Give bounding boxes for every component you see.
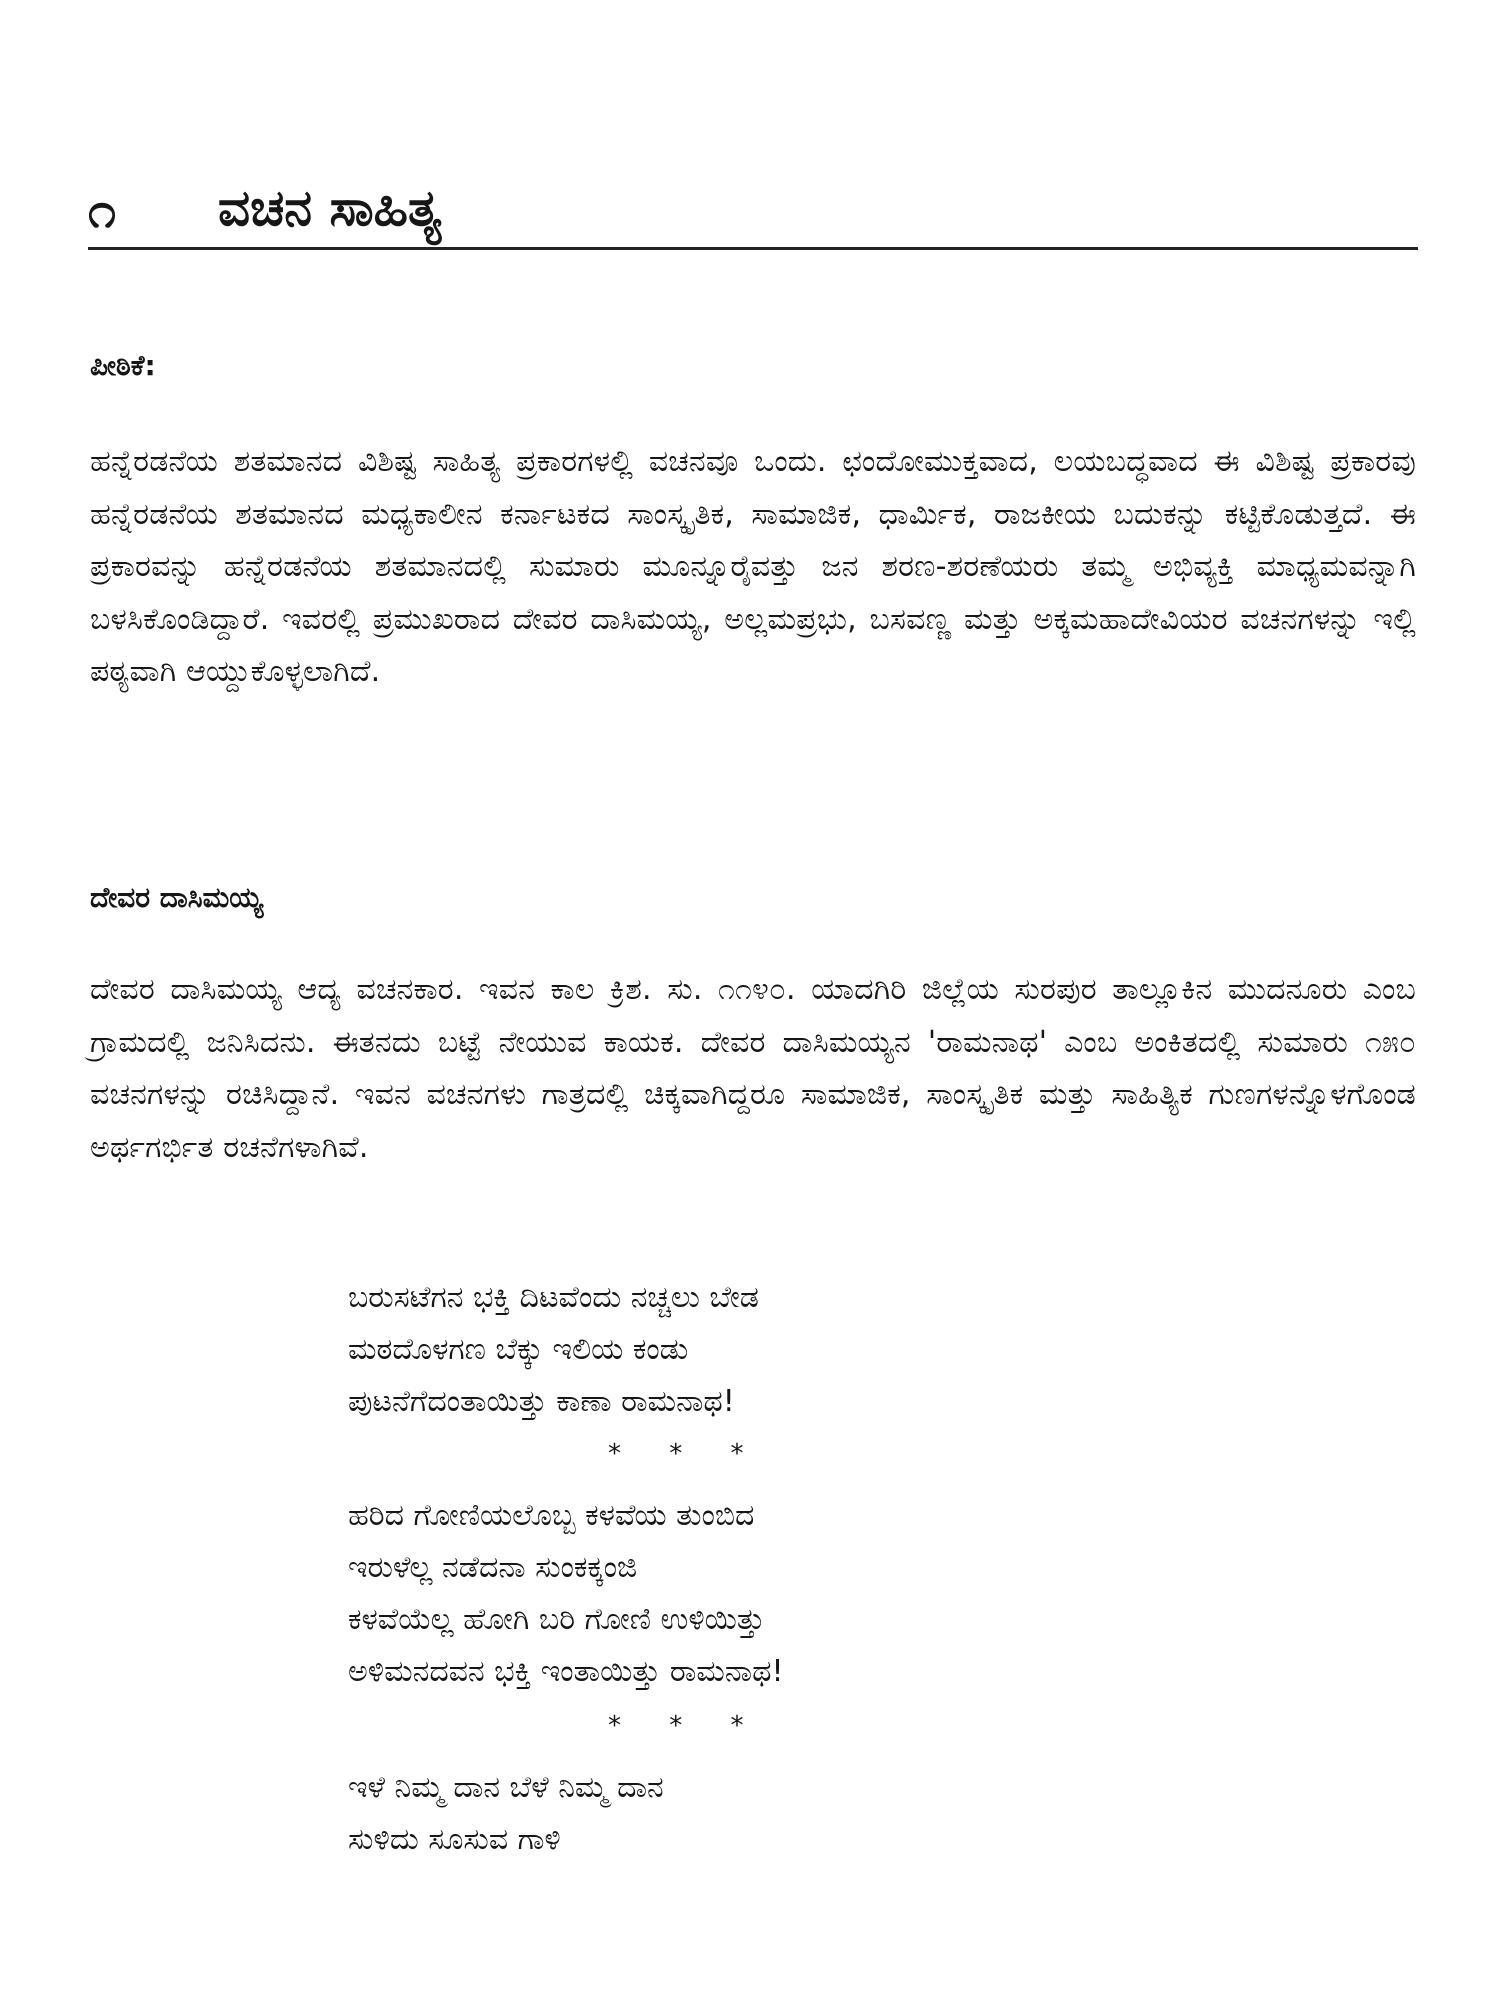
vachana-poem-2 — [348, 1490, 1148, 1698]
devara-dasimayya-paragraph: ದೇವರ ದಾಸಿಮಯ್ಯ ಆದ್ಯ ವಚನಕಾರ. ಇವನ ಕಾಲ ಕ್ರಿಶ. ಸು. ೧೧೪೦. ಯಾದಗಿರಿ ಜಿಲ್ಲೆಯ ಸುರಪುರ ತಾಲ್ಲೂಕಿನ ಮುದನೂರು ಎಂಬ ಗ್ರಾಮದಲ್ಲಿ ಜನಿಸಿದನು. ಈತನದು ಬಟ್ಟೆ ನೇಯುವ ಕಾಯಕ. ದೇವರ ದಾಸಿಮಯ್ಯನ 'ರಾಮನಾಥ' ಎಂಬ ಅಂಕಿತದಲ್ಲಿ ಸುಮಾರು ೧೫೦ ವಚನಗಳನ್ನು ರಚಿಸಿದ್ದಾನೆ. ಇವನ ವಚನಗಳು ಗಾತ್ರದಲ್ಲಿ ಚಿಕ್ಕವಾಗಿದ್ದರೂ ಸಾಮಾಜಿಕ, ಸಾಂಸ್ಕೃತಿಕ ಮತ್ತು ಸಾಹಿತ್ಯಿಕ ಗುಣಗಳನ್ನೊಳಗೊಂಡ ಅರ್ಥಗರ್ಭಿತ ರಚನೆಗಳಾಗಿವೆ. — [90, 972, 1416, 1165]
section-heading-devara-dasimayya: ದೇವರ ದಾಸಿಮಯ್ಯ — [90, 881, 264, 914]
poem-separator — [348, 1700, 1148, 1752]
poem-line: ಮಠದೊಳಗಣ ಬೆಕ್ಕು ಇಲಿಯ ಕಂಡು — [348, 1332, 689, 1367]
vachana-poem-1 — [348, 1272, 1148, 1428]
poem-line: ಹರಿದ ಗೋಣಿಯಲೊಬ್ಬ ಕಳವೆಯ ತುಂಬಿದ — [348, 1498, 755, 1533]
poem-line: ಸುಳಿದು ಸೂಸುವ ಗಾಳಿ — [348, 1822, 561, 1857]
poem-separator — [348, 1428, 1148, 1480]
chapter-number: ೧ — [88, 181, 116, 239]
intro-paragraph: ಹನ್ನೆರಡನೆಯ ಶತಮಾನದ ವಿಶಿಷ್ಟ ಸಾಹಿತ್ಯ ಪ್ರಕಾರಗಳಲ್ಲಿ ವಚನವೂ ಒಂದು. ಛಂದೋಮುಕ್ತವಾದ, ಲಯಬದ್ಧವಾದ ಈ ವಿಶಿಷ್ಟ ಪ್ರಕಾರವು ಹನ್ನೆರಡನೆಯ ಶತಮಾನದ ಮಧ್ಯಕಾಲೀನ ಕರ್ನಾಟಕದ ಸಾಂಸ್ಕೃತಿಕ, ಸಾಮಾಜಿಕ, ಧಾರ್ಮಿಕ, ರಾಜಕೀಯ ಬದುಕನ್ನು ಕಟ್ಟಿಕೊಡುತ್ತದೆ. ಈ ಪ್ರಕಾರವನ್ನು ಹನ್ನೆರಡನೆಯ ಶತಮಾನದಲ್ಲಿ ಸುಮಾರು ಮೂನ್ನೂರೈವತ್ತು ಜನ ಶರಣ-ಶರಣೆಯರು ತಮ್ಮ ಅಭಿವ್ಯಕ್ತಿ ಮಾಧ್ಯಮವನ್ನಾಗಿ ಬಳಸಿಕೊಂಡಿದ್ದಾರೆ. ಇವರಲ್ಲಿ ಪ್ರಮುಖರಾದ ದೇವರ ದಾಸಿಮಯ್ಯ, ಅಲ್ಲಮಪ್ರಭು, ಬಸವಣ್ಣ ಮತ್ತು ಅಕ್ಕಮಹಾದೇವಿಯರ ವಚನಗಳನ್ನು ಇಲ್ಲಿ ಪಠ್ಯವಾಗಿ ಆಯ್ದುಕೊಳ್ಳಲಾಗಿದೆ. — [90, 444, 1416, 689]
separator-asterisks: * * * — [608, 1711, 764, 1741]
header-divider — [88, 247, 1418, 250]
separator-asterisks: * * * — [608, 1439, 764, 1469]
poem-line: ಕಳವೆಯೆಲ್ಲ ಹೋಗಿ ಬರಿ ಗೋಣಿ ಉಳಿಯಿತ್ತು — [348, 1602, 765, 1637]
poem-line: ಅಳಿಮನದವನ ಭಕ್ತಿ ಇಂತಾಯಿತ್ತು ರಾಮನಾಥ! — [348, 1654, 784, 1689]
poem-line: ಬರುಸಟೆಗನ ಭಕ್ತಿ ದಿಟವೆಂದು ನಚ್ಚಲು ಬೇಡ — [348, 1280, 759, 1315]
chapter-header — [88, 168, 1418, 258]
poem-line: ಪುಟನೆಗೆದಂತಾಯಿತ್ತು ಕಾಣಾ ರಾಮನಾಥ! — [348, 1384, 735, 1419]
section-heading-intro: ಪೀಠಿಕೆ: — [90, 349, 156, 382]
chapter-title: ವಚನ ಸಾಹಿತ್ಯ — [218, 179, 442, 237]
poem-line: ಇಳೆ ನಿಮ್ಮ ದಾನ ಬೆಳೆ ನಿಮ್ಮ ದಾನ — [348, 1770, 664, 1805]
vachana-poem-3 — [348, 1762, 1148, 1866]
poem-line: ಇರುಳೆಲ್ಲ ನಡೆದನಾ ಸುಂಕಕ್ಕಂಜಿ — [348, 1550, 638, 1585]
